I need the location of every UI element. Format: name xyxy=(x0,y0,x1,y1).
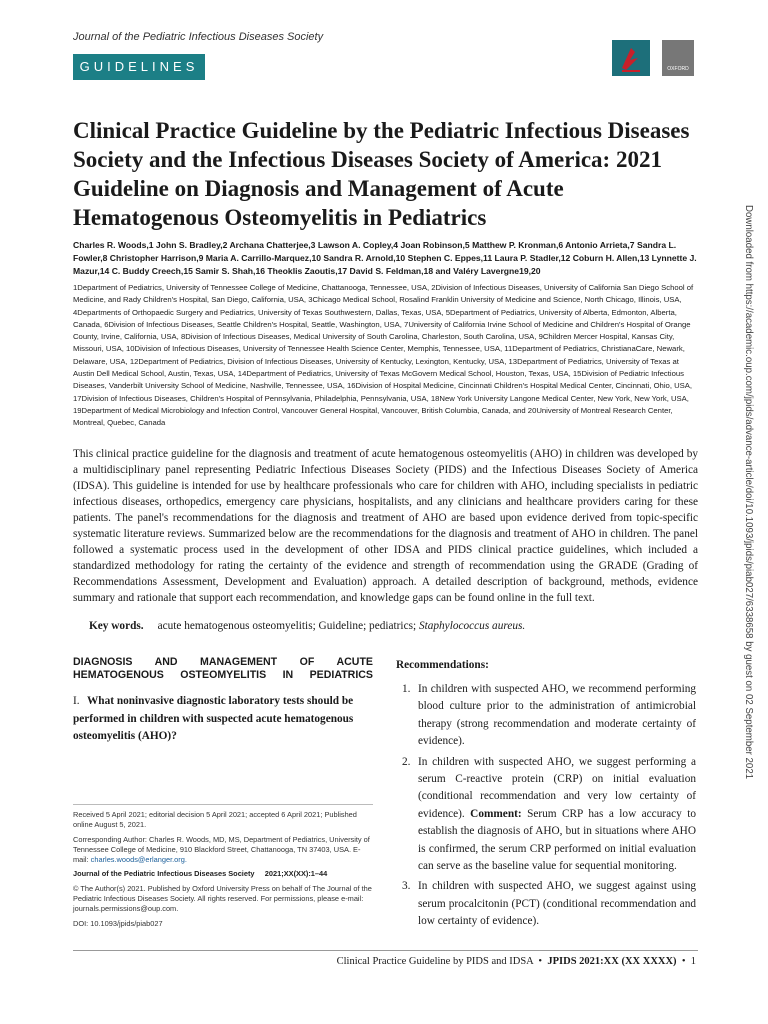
affiliations: 1Department of Pediatrics, University of Tennessee College of Medicine, Chattanooga, Tennessee, USA, 2Division of Infectious Diseases, University of California San Diego School of Medicine, and Rady Children's Hospital, San Diego, California, USA, 3Chicago Medical School, Rosalind Franklin University of Medicine and Science, North Chicago, Illinois, USA, 4Departments of Orthopaedic Surgery and Pediatrics, University of Texas Southwestern, Dallas, Texas, USA, 5Department of Pediatrics, University of Alberta, Edmonton, Alberta, Canada, 6Division of Infectious Diseases, Seattle Children's Hospital, Seattle, Washington, USA, 7University of California Irvine School of Medicine and Children's Hospital of Orange County, Irvine, California, USA, 8Division of Infectious Diseases, Medical University of South Carolina, Charleston, South Carolina, USA, 9Children Mercer Hospital, Kansas City, Missouri, USA, 10Division of Infectious Diseases, University of Tennessee Health Science Center, Memphis, Tennessee, USA, 11Department of Pediatrics, ChristianaCare, Newark, Delaware, USA, 12Department of Pediatrics, Division of Infectious Diseases, University of Kentucky, Lexington, Kentucky, USA, 13Department of Pediatrics, University of Texas at Austin Dell Medical School, Austin, Texas, USA, 14Department of Pediatrics, University of Texas McGovern Medical School, Houston, Texas, USA, 15Division of Pediatric Infectious Diseases, Vanderbilt University School of Medicine, Nashville, Tennessee, USA, 16Division of Hospital Medicine, Cincinnati Children's Hospital Medical Center, Cincinnati, Ohio, USA, 17Division of Infectious Diseases, Children's Hospital of Pennsylvania, Philadelphia, Pennsylvania, USA, 18New York University Langone Medical Center, New York, New York, USA, 19Department of Medical Microbiology and Infection Control, Vancouver General Hospital, Vancouver, British Columbia, Canada, and 20University of Montreal Research Center, Montreal, Quebec, Canada xyxy=(73,283,694,428)
footer-journal: JPIDS 2021:XX (XX XXXX) xyxy=(547,956,677,967)
comment-text: Serum CRP has a low accuracy to establish the diagnosis of AHO, but in situations where AHO is confirmed, the serum CRP performed on initial evaluation can serve as the baseline value for sequential monitoring. xyxy=(418,807,697,873)
correspondence xyxy=(73,835,373,866)
page-footer xyxy=(337,956,696,967)
journal-citation: Journal of the Pediatric Infectious Diseases Society 2021;XX(XX):1–44 xyxy=(73,869,328,879)
recommendation-number: 1. xyxy=(402,683,411,695)
footer-running-title: Clinical Practice Guideline by PIDS and IDSA xyxy=(336,956,534,967)
question-text: What noninvasive diagnostic laboratory tests should be performed in children with suspected acute hematogenous osteomyelitis (AHO)? xyxy=(73,695,354,742)
recommendation-item xyxy=(396,681,696,751)
keywords-italic: Staphylococcus aureus. xyxy=(418,620,526,632)
download-watermark-text: Downloaded from https://academic.oup.com/jpids/advance-article/doi/10.1093/jpids/piab027/6338658 by guest on 02 September 2021 xyxy=(743,205,754,780)
recommendations-list xyxy=(396,681,696,934)
section-badge: GUIDELINES xyxy=(73,54,205,80)
keywords-label: Key words. xyxy=(89,620,144,632)
email-link[interactable]: charles.woods@erlanger.org. xyxy=(90,855,187,865)
footer-separator: • xyxy=(538,956,543,967)
recommendation-item xyxy=(396,754,696,876)
recommendation-number: 3. xyxy=(402,880,411,893)
journal-name: Journal of the Pediatric Infectious Diseases Society xyxy=(73,31,324,43)
question-1 xyxy=(73,693,373,746)
comment-label: Comment: xyxy=(470,807,522,820)
pids-logo xyxy=(612,40,650,76)
recommendation-text: In children with suspected AHO, we suggest performing a serum C-reactive protein (CRP) on initial evaluation (conditional recommendation and very low certainty of evidence). Comment: Serum CRP has a low accuracy to establish the diagnosis of AHO, but in situations where AHO is confirmed, the serum CRP performed on initial evaluation can serve as the baseline value for sequential monitoring. xyxy=(418,755,697,873)
footer-separator: • xyxy=(681,956,686,967)
question-number: I. xyxy=(73,695,80,707)
article-title: Clinical Practice Guideline by the Pediatric Infectious Diseases Society and the Infectious Diseases Society of America: 2021 Guideline on Diagnosis and Management of Acute Hematogenous Osteomyelitis in Pediatrics xyxy=(73,118,690,230)
author-list: Charles R. Woods,1 John S. Bradley,2 Archana Chatterjee,3 Lawson A. Copley,4 Joan Robinson,5 Matthew P. Kronman,6 Antonio Arrieta,7 Sandra L. Fowler,8 Christopher Harrison,9 Maria A. Carrillo-Marquez,10 Sandra R. Arnold,10 Stephen C. Eppes,11 Laura P. Stadler,12 Coburn H. Allen,13 Lynnette J. Mazur,14 C. Buddy Creech,15 Samir S. Shah,16 Theoklis Zaoutis,17 David S. Feldman,18 and Valéry Lavergne19,20 xyxy=(73,240,697,276)
recommendations-heading: Recommendations: xyxy=(396,659,489,671)
abstract: This clinical practice guideline for the diagnosis and treatment of acute hematogenous osteomyelitis (AHO) in children was developed by a multidisciplinary panel representing Pediatric Infectious Diseases Society (PIDS) and the Infectious Diseases Society of America (IDSA). This guideline is intended for use by healthcare professionals who care for children with AHO, including specialists in pediatric infectious diseases, orthopedics, emergency care physicians, hospitalists, and any clinicians and healthcare providers caring for these patients. The panel's recommendations for the diagnosis and treatment of AHO are based upon evidence derived from topic-specific systematic literature reviews. Summarized below are the recommendations for the diagnosis and treatment of AHO in children. The panel followed a systematic process used in the development of other IDSA and PIDS clinical practice guidelines, which included a standardized methodology for rating the certainty of the evidence and strength of recommendation using the GRADE (Grading of Recommendations Assessment, Development and Evaluation) approach. A detailed description of background, methods, evidence summary and rationale that support each recommendation, and knowledge gaps can be found online in the full text. xyxy=(73,448,698,604)
doi: DOI: 10.1093/jpids/piab027 xyxy=(73,918,163,928)
footer-rule xyxy=(73,950,698,951)
keywords-text: acute hematogenous osteomyelitis; Guideline; pediatrics; xyxy=(157,620,417,632)
pids-logo-icon xyxy=(612,40,650,76)
recommendation-item xyxy=(396,878,696,930)
received-dates: Received 5 April 2021; editorial decision 5 April 2021; accepted 6 April 2021; Published online August 5, 2021. xyxy=(73,810,357,830)
recommendation-text: In children with suspected AHO, we suggest against using serum procalcitonin (PCT) (conditional recommendation and low certainty of evidence). xyxy=(418,880,696,928)
download-watermark xyxy=(741,205,757,817)
correspondence-text: Corresponding Author: Charles R. Woods, MD, MS, Department of Pediatrics, University of Tennessee College of Medicine, 910 Blackford Street, Chattanooga, TN 37403, USA. E-mail: xyxy=(73,834,370,865)
section-heading: DIAGNOSIS AND MANAGEMENT OF ACUTE HEMATOGENOUS OSTEOMYELITIS IN PEDIATRICS xyxy=(73,656,373,681)
footnote-divider xyxy=(73,804,373,805)
oxford-logo: OXFORD xyxy=(662,40,694,76)
recommendation-text: In children with suspected AHO, we recommend performing blood culture prior to the administration of antimicrobial therapy (strong recommendation and moderate certainty of evidence). xyxy=(418,683,696,748)
recommendation-number: 2. xyxy=(402,755,411,768)
keywords xyxy=(89,618,698,634)
copyright: © The Author(s) 2021. Published by Oxford University Press on behalf of The Journal of the Pediatric Infectious Diseases Society. All rights reserved. For permissions, please e-mail: journals.permissions@oup.com. xyxy=(73,883,372,914)
page-number: 1 xyxy=(690,956,696,967)
footnotes xyxy=(73,810,373,933)
